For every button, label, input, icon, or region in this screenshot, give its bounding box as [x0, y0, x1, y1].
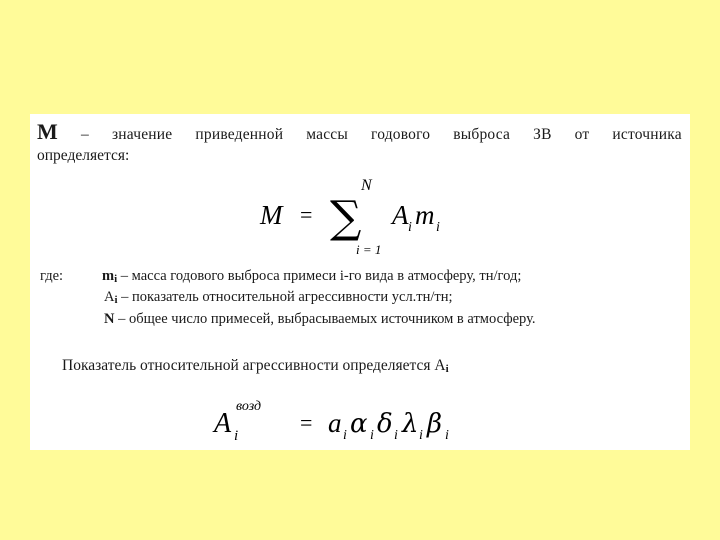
factor-lambda-subscript: i	[419, 428, 423, 443]
factor-a: a	[328, 408, 342, 438]
definition-text: – показатель относительной агрессивности усл.тн/тн;	[117, 289, 453, 305]
formula-equals: =	[300, 202, 313, 227]
formula-air-subscript: i	[234, 428, 239, 444]
intro-word: массы	[306, 126, 349, 143]
sum-upper-limit: N	[361, 177, 372, 194]
factor-lambda: λ	[402, 409, 419, 439]
definition-subscript: i	[114, 273, 118, 285]
intro-word: значение	[111, 126, 173, 143]
factor-alpha: α	[350, 409, 368, 439]
formula-air-lhs: A	[214, 408, 232, 439]
where-label: где:	[40, 268, 64, 284]
intro-word: от	[574, 126, 590, 143]
intro-line-2: определяется:	[37, 147, 130, 164]
intro-word: выброса	[453, 126, 511, 143]
term-m: m	[415, 200, 435, 230]
factor-delta-subscript: i	[394, 428, 398, 443]
intro-word: источника	[612, 126, 682, 143]
formula-air-superscript: возд	[236, 399, 262, 414]
aggressiveness-text: Показатель относительной агрессивности определяется	[62, 357, 435, 374]
intro-word: –	[80, 126, 89, 143]
aggressiveness-line	[62, 357, 449, 375]
definition-text: – общее число примесей, выбрасываемых источником в атмосферу.	[114, 311, 536, 327]
formula-lhs: M	[260, 200, 283, 230]
mass-symbol: M	[37, 119, 58, 144]
definition-n	[104, 311, 536, 328]
air-aggressiveness-formula	[210, 394, 530, 444]
sum-lower-limit: i = 1	[356, 242, 382, 257]
definition-text: – масса годового выброса примеси i-го вида в атмосферу, тн/год;	[117, 268, 522, 284]
factor-alpha-subscript: i	[370, 428, 374, 443]
definition-symbol: N	[104, 311, 115, 327]
content-panel	[30, 114, 690, 450]
intro-word: приведенной	[195, 126, 284, 143]
aggressiveness-symbol: A	[434, 357, 446, 374]
mass-formula	[258, 176, 458, 260]
factor-beta-subscript: i	[445, 428, 449, 443]
term-a: A	[392, 200, 409, 230]
aggressiveness-subscript: i	[445, 363, 449, 375]
term-m-subscript: i	[436, 220, 440, 235]
intro-line-1	[37, 119, 682, 145]
formula-air-equals: =	[300, 410, 313, 435]
definition-subscript: i	[114, 294, 118, 306]
factor-delta: δ	[377, 409, 393, 439]
definition-symbol: m	[102, 268, 115, 284]
factor-beta: β	[427, 409, 443, 439]
definition-m	[102, 268, 521, 285]
intro-word: годового	[371, 126, 431, 143]
definition-a	[104, 289, 453, 306]
factor-a-subscript: i	[343, 428, 347, 443]
sum-sign: ∑	[330, 192, 362, 243]
intro-word: ЗВ	[533, 126, 552, 143]
term-a-subscript: i	[408, 220, 412, 235]
definition-symbol: A	[104, 289, 115, 305]
